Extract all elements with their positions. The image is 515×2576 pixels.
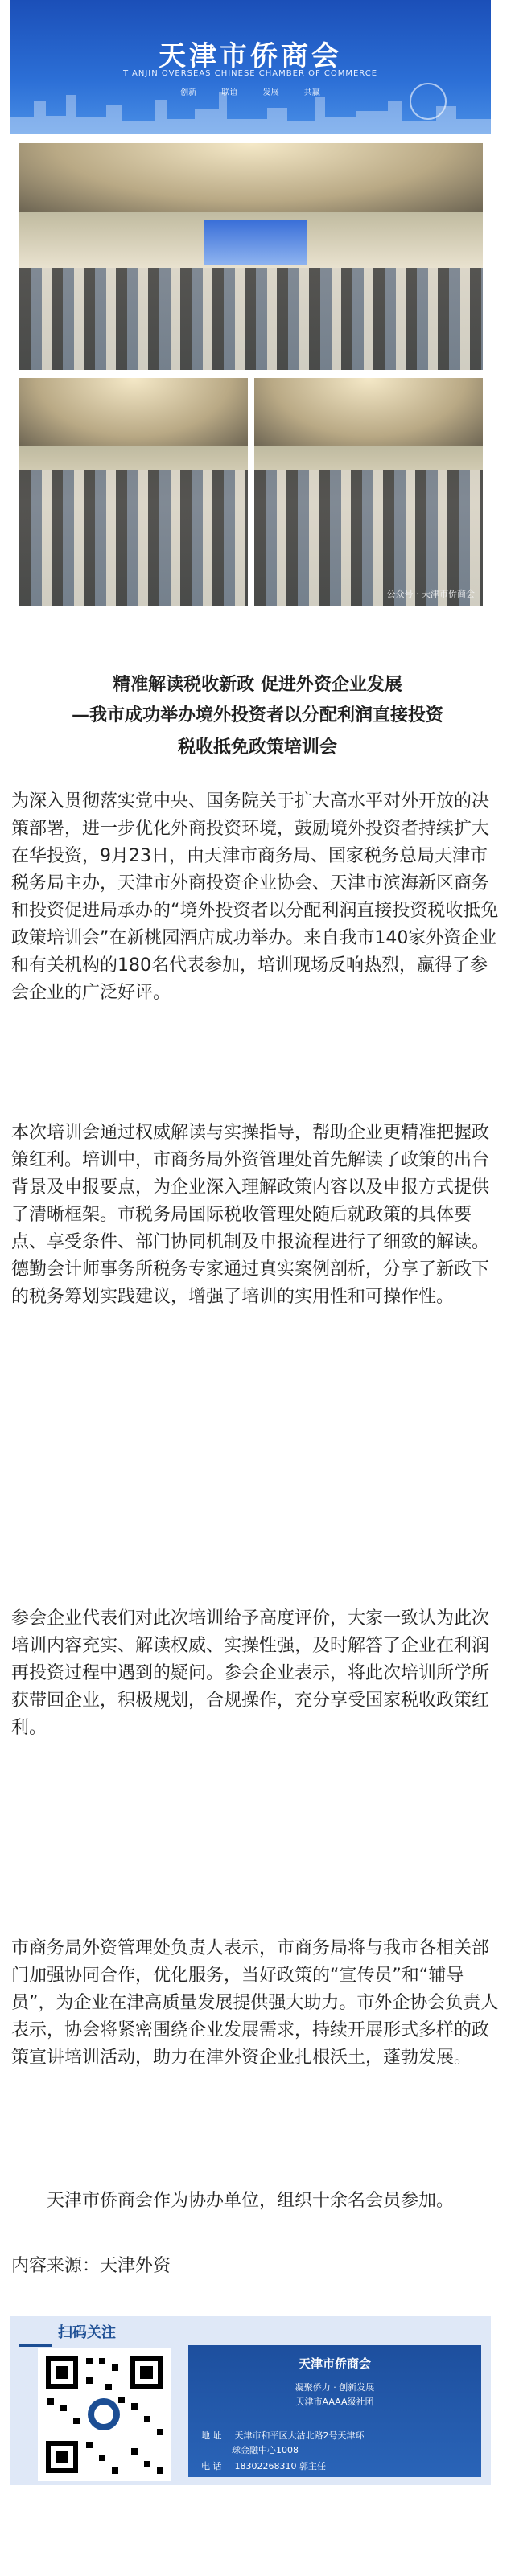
scan-label: 扫码关注 (58, 2324, 116, 2341)
banner-slogans (10, 85, 491, 97)
article-title-line1: 精准解读税收新政 促进外资企业发展 (113, 675, 402, 695)
banner-slogan: 共赢 (303, 88, 320, 97)
photo-watermark: 公众号 · 天津市侨商会 (386, 589, 475, 599)
address-line (201, 2429, 365, 2442)
article-title-line3: 税收抵免政策培训会 (177, 737, 337, 758)
address-value-cont: 球金融中心1008 (232, 2445, 299, 2455)
footer-contact-card (10, 2316, 491, 2485)
address-value: 天津市和平区大沽北路2号天津环 (234, 2430, 365, 2441)
qr-code[interactable] (38, 2348, 171, 2481)
banner-slogan: 联谊 (221, 88, 238, 97)
org-level: 天津市AAAA级社团 (295, 2397, 374, 2407)
conference-photo-left (19, 378, 248, 606)
article-paragraph: 市商务局外资管理处负责人表示，市商务局将与我市各相关部门加强协同合作，优化服务，当好政策的“宣传员”和“辅导员”，为企业在津高质量发展提供强大助力。市外企协会负责人表示，协会将紧密围绕企业发展需求，持续开展形式多样的政策宣讲培训活动，助力在津外资企业扎根沃土，蓬勃发展。 (11, 1938, 499, 2068)
org-info-card (188, 2345, 481, 2477)
banner-slogan: 创新 (180, 88, 197, 97)
banner-title: 天津市侨商会 (159, 40, 342, 72)
conference-photo-right (254, 378, 483, 606)
phone-line (201, 2459, 326, 2472)
phone-label: 电 话 (201, 2461, 222, 2471)
conference-photo-main (19, 143, 483, 370)
article-paragraph: 参会企业代表们对此次培训给予高度评价，大家一致认为此次培训内容充实、解读权威、实操性强，及时解答了企业在利润再投资过程中遇到的疑问。参会企业表示，将此次培训所学所获带回企业，积极规划，合规操作，充分享受国家税收政策红利。 (11, 1608, 490, 1738)
article-title-line2: —我市成功举办境外投资者以分配利润直接投资 (71, 705, 443, 725)
article-paragraph: 为深入贯彻落实党中央、国务院关于扩大高水平对外开放的决策部署，进一步优化外商投资环境，鼓励境外投资者持续扩大在华投资，9月23日，由天津市商务局、国家税务总局天津市税务局主办，天津市外商投资企业协会、天津市滨海新区商务和投资促进局承办的“境外投资者以分配利润直接投资税收抵免政策培训会”在新桃园酒店成功举办。来自我市140家外资企业和有关机构的180名代表参加，培训现场反响热烈，赢得了参会企业的广泛好评。 (11, 791, 499, 1003)
phone-value: 18302268310 郭主任 (234, 2461, 326, 2471)
article-paragraph: 本次培训会通过权威解读与实操指导，帮助企业更精准把握政策红利。培训中，市商务局外资管理处首先解读了政策的出台背景及申报要点，为企业深入理解政策内容以及申报方式提供了清晰框架。市税务局国际税收管理处随后就政策的具体要点、享受条件、部门协同机制及申报流程进行了细致的解读。德勤会计师事务所税务专家通过真实案例剖析，分享了新政下的税务筹划实践建议，增强了培训的实用性和可操作性。 (11, 1123, 490, 1307)
org-name: 天津市侨商会 (298, 2356, 371, 2371)
banner-subtitle: TIANJIN OVERSEAS CHINESE CHAMBER OF COMMERCE (122, 69, 378, 78)
org-slogan: 凝聚侨力 · 创新发展 (295, 2382, 375, 2393)
footer-accent-bar (19, 2344, 52, 2347)
banner-slogan: 发展 (262, 88, 279, 97)
header-banner (10, 0, 491, 134)
address-label: 地 址 (201, 2430, 222, 2441)
article-paragraph: 天津市侨商会作为协办单位，组织十余名会员参加。 (47, 2191, 455, 2211)
content-source: 内容来源：天津外资 (11, 2256, 171, 2276)
